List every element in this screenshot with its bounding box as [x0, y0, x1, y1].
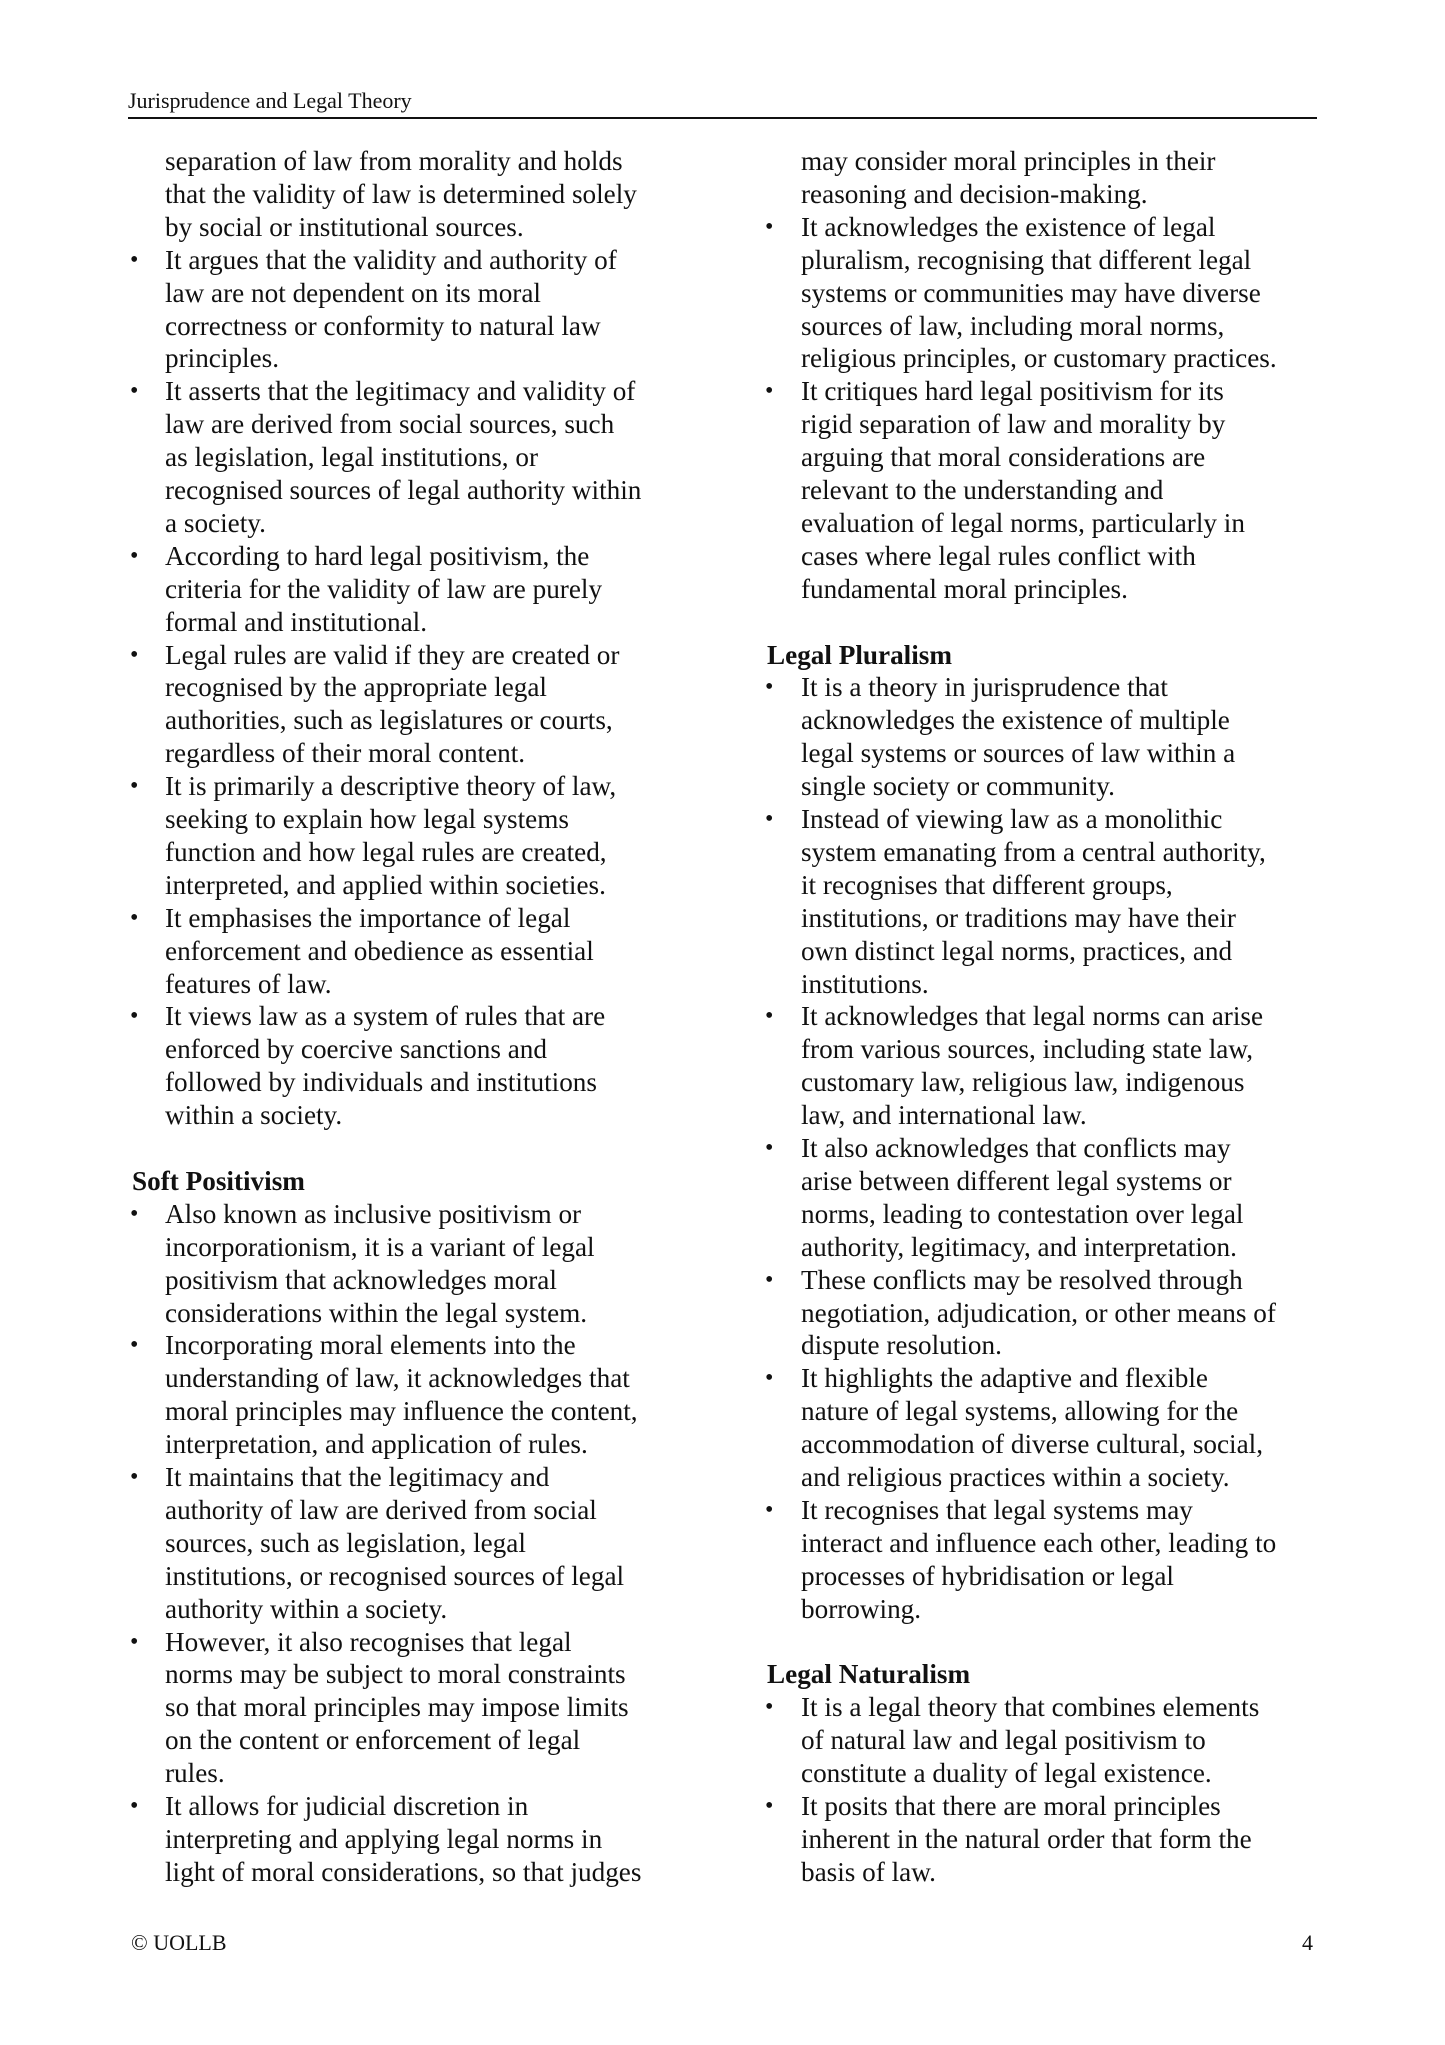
text-line: processes of hybridisation or legal	[801, 1560, 1174, 1591]
text-line: Legal rules are valid if they are created or	[165, 639, 620, 670]
text-line: customary law, religious law, indigenous	[801, 1067, 1245, 1098]
bullet-icon: •	[765, 378, 774, 405]
bullet-icon: •	[765, 1003, 774, 1030]
text-line: incorporationism, it is a variant of legal	[165, 1231, 595, 1262]
text-line: fundamental moral principles.	[801, 573, 1128, 604]
text-line: It maintains that the legitimacy and	[165, 1462, 550, 1492]
text-line: sources of law, including moral norms,	[801, 310, 1225, 341]
text-line: Instead of viewing law as a monolithic	[801, 804, 1223, 834]
bullet-icon: •	[130, 1332, 139, 1359]
text-line: formal and institutional.	[165, 606, 428, 637]
text-line: evaluation of legal norms, particularly in	[801, 507, 1245, 538]
text-line: within a society.	[165, 1100, 343, 1131]
bullet-icon: •	[765, 674, 774, 701]
bullet-icon: •	[130, 246, 139, 273]
bullet-icon: •	[765, 1694, 774, 1721]
text-line: recognised by the appropriate legal	[165, 672, 547, 703]
text-line: authority within a society.	[165, 1593, 448, 1624]
text-line: considerations within the legal system.	[165, 1297, 588, 1328]
bullet-icon: •	[130, 1793, 139, 1819]
text-line: of natural law and legal positivism to	[801, 1725, 1206, 1756]
text-line: interact and influence each other, leading to	[801, 1527, 1277, 1558]
text-line: sources, such as legislation, legal	[165, 1527, 526, 1558]
bullet-icon: •	[765, 213, 774, 240]
bullet-icon: •	[130, 1003, 139, 1030]
text-line: from various sources, including state law,	[801, 1034, 1254, 1065]
text-line: institutions.	[801, 968, 929, 999]
text-line: It emphasises the importance of legal	[165, 902, 571, 933]
text-line: inherent in the natural order that form the	[801, 1823, 1252, 1854]
text-line: According to hard legal positivism, the	[165, 540, 590, 571]
text-line: arise between different legal systems or	[801, 1165, 1232, 1196]
text-line: relevant to the understanding and	[801, 475, 1164, 505]
text-line: features of law.	[165, 968, 332, 999]
header-rule	[128, 117, 1317, 119]
footer-copyright: © UOLLB	[131, 1930, 227, 1955]
text-line: norms may be subject to moral constraints	[165, 1659, 626, 1690]
bullet-icon: •	[765, 1496, 774, 1523]
text-line: correctness or conformity to natural law	[165, 310, 601, 341]
text-line: a society.	[165, 507, 266, 538]
text-line: accommodation of diverse cultural, social,	[801, 1429, 1264, 1460]
text-line: arguing that moral considerations are	[801, 442, 1206, 473]
text-line: borrowing.	[801, 1593, 922, 1624]
text-line: Incorporating moral elements into the	[165, 1330, 576, 1361]
text-line: It recognises that legal systems may	[801, 1494, 1193, 1525]
bullet-icon: •	[765, 1135, 774, 1161]
text-line: may consider moral principles in their	[801, 146, 1216, 176]
text-line: These conflicts may be resolved through	[801, 1264, 1243, 1295]
bullet-icon: •	[130, 542, 139, 569]
text-line: law are not dependent on its moral	[165, 277, 541, 308]
text-line: basis of law.	[801, 1856, 936, 1887]
text-line: criteria for the validity of law are purely	[165, 573, 603, 604]
bullet-icon: •	[130, 378, 139, 405]
text-line: that the validity of law is determined solely	[165, 178, 637, 209]
text-line: It acknowledges the existence of legal	[801, 211, 1216, 242]
text-line: Also known as inclusive positivism or	[165, 1198, 582, 1229]
text-line: rigid separation of law and morality by	[801, 409, 1226, 440]
section-heading: Legal Pluralism	[767, 639, 953, 670]
text-line: dispute resolution.	[801, 1330, 1002, 1361]
text-line: by social or institutional sources.	[165, 211, 524, 242]
text-line: enforced by coercive sanctions and	[165, 1034, 547, 1065]
text-line: so that moral principles may impose limits	[165, 1692, 629, 1723]
text-line: It allows for judicial discretion in	[165, 1791, 529, 1821]
text-line: However, it also recognises that legal	[165, 1626, 572, 1657]
text-line: separation of law from morality and holds	[165, 146, 623, 176]
bullet-icon: •	[765, 1793, 774, 1819]
text-line: systems or communities may have diverse	[801, 277, 1261, 308]
text-line: authority of law are derived from social	[165, 1494, 597, 1525]
text-line: nature of legal systems, allowing for the	[801, 1396, 1239, 1427]
text-line: It critiques hard legal positivism for its	[801, 376, 1224, 407]
bullet-icon: •	[130, 1464, 139, 1490]
page-number: 4	[1302, 1930, 1313, 1955]
text-line: interpretation, and application of rules.	[165, 1429, 588, 1460]
text-line: on the content or enforcement of legal	[165, 1725, 581, 1756]
text-line: enforcement and obedience as essential	[165, 935, 594, 966]
text-line: system emanating from a central authority,	[801, 836, 1266, 867]
bullet-icon: •	[130, 904, 139, 931]
text-line: seeking to explain how legal systems	[165, 804, 569, 834]
text-line: and religious practices within a society.	[801, 1462, 1230, 1492]
text-line: norms, leading to contestation over legal	[801, 1198, 1244, 1229]
text-line: It highlights the adaptive and flexible	[801, 1363, 1208, 1394]
text-line: positivism that acknowledges moral	[165, 1264, 557, 1295]
text-line: acknowledges the existence of multiple	[801, 705, 1230, 736]
bullet-icon: •	[765, 1266, 774, 1293]
text-line: institutions, or traditions may have their	[801, 902, 1236, 933]
bullet-icon: •	[130, 1628, 139, 1655]
text-line: regardless of their moral content.	[165, 738, 526, 769]
text-line: It argues that the validity and authority of	[165, 244, 617, 275]
text-line: negotiation, adjudication, or other means of	[801, 1297, 1276, 1328]
text-line: moral principles may influence the content,	[165, 1396, 638, 1427]
text-line: constitute a duality of legal existence.	[801, 1758, 1212, 1789]
bullet-icon: •	[765, 806, 774, 832]
section-heading: Soft Positivism	[132, 1165, 305, 1196]
text-line: It is a legal theory that combines elements	[801, 1692, 1260, 1723]
section-heading: Legal Naturalism	[767, 1659, 971, 1690]
text-line: it recognises that different groups,	[801, 869, 1173, 900]
bullet-icon: •	[130, 641, 139, 668]
text-line: light of moral considerations, so that judges	[165, 1856, 642, 1887]
text-line: as legislation, legal institutions, or	[165, 442, 539, 473]
text-line: It views law as a system of rules that are	[165, 1001, 606, 1032]
text-line: authority, legitimacy, and interpretation.	[801, 1231, 1237, 1262]
text-line: followed by individuals and institutions	[165, 1067, 597, 1098]
text-line: understanding of law, it acknowledges that	[165, 1363, 630, 1394]
bullet-icon: •	[765, 1365, 774, 1392]
text-line: It also acknowledges that conflicts may	[801, 1133, 1231, 1163]
bullet-icon: •	[130, 773, 139, 800]
text-line: authorities, such as legislatures or courts,	[165, 705, 613, 736]
text-line: law are derived from social sources, such	[165, 409, 615, 440]
text-line: It asserts that the legitimacy and validity of	[165, 376, 636, 407]
text-line: pluralism, recognising that different legal	[801, 244, 1252, 275]
text-line: function and how legal rules are created,	[165, 836, 607, 867]
text-line: interpreted, and applied within societies.	[165, 869, 606, 900]
text-line: own distinct legal norms, practices, and	[801, 935, 1233, 966]
text-line: It is primarily a descriptive theory of law,	[165, 771, 617, 802]
text-line: reasoning and decision-making.	[801, 178, 1148, 209]
text-line: legal systems or sources of law within a	[801, 738, 1236, 769]
text-line: interpreting and applying legal norms in	[165, 1823, 603, 1854]
bullet-icon: •	[130, 1200, 139, 1227]
text-line: It acknowledges that legal norms can arise	[801, 1001, 1264, 1032]
text-line: single society or community.	[801, 771, 1115, 802]
text-line: principles.	[165, 343, 280, 374]
text-line: It is a theory in jurisprudence that	[801, 672, 1168, 703]
text-line: recognised sources of legal authority within	[165, 475, 642, 505]
text-line: religious principles, or customary practices.	[801, 343, 1277, 374]
text-line: law, and international law.	[801, 1100, 1087, 1131]
text-line: cases where legal rules conflict with	[801, 540, 1196, 571]
text-line: institutions, or recognised sources of legal	[165, 1560, 625, 1591]
running-header: Jurisprudence and Legal Theory	[128, 88, 412, 113]
text-line: It posits that there are moral principles	[801, 1791, 1221, 1821]
text-line: rules.	[165, 1758, 225, 1789]
